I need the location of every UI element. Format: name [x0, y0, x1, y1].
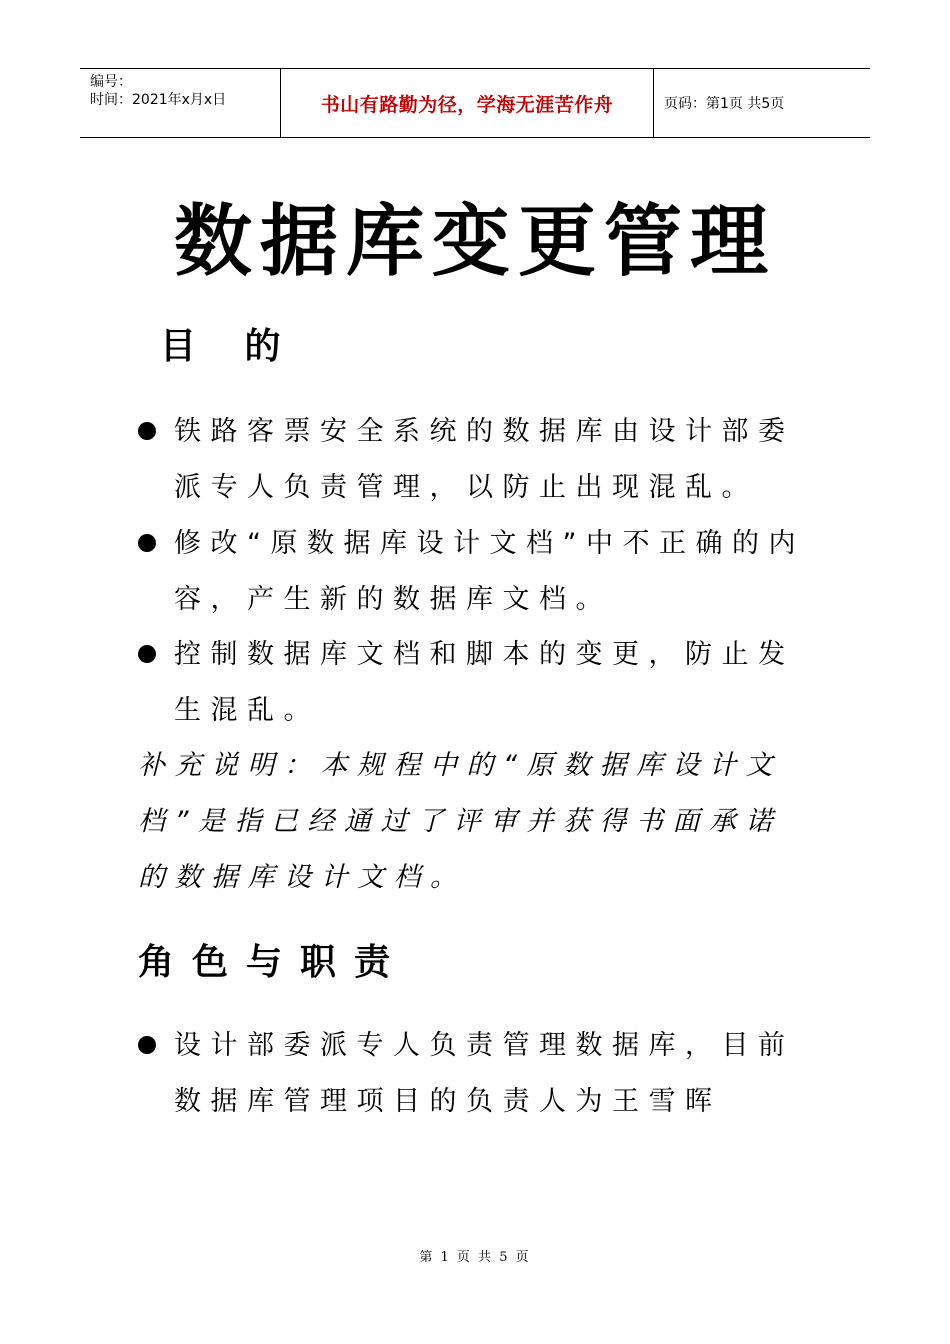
section-heading-roles: 角色与职责 — [138, 942, 409, 983]
header-page-info: 页码：第1页 共5页 — [664, 96, 785, 112]
header-meta-cell — [80, 69, 281, 137]
list-item-text: 修改“原数据库设计文档”中不正确的内容，产生新的数据库文档。 — [174, 528, 805, 615]
list-item — [138, 1018, 818, 1130]
section-heading-purpose: 目 的 — [160, 326, 299, 367]
list-item — [138, 516, 818, 628]
bullet-icon — [138, 1036, 156, 1054]
document-header — [80, 68, 870, 138]
header-motto: 书山有路勤为径，学海无涯苦作舟 — [281, 69, 654, 137]
list-item-text: 铁路客票安全系统的数据库由设计部委派专人负责管理，以防止出现混乱。 — [174, 416, 795, 503]
bullet-icon — [138, 422, 156, 440]
list-item — [138, 627, 818, 739]
supplementary-note: 补充说明：本规程中的“原数据库设计文档”是指已经通过了评审并获得书面承诺的数据库设计文档。 — [138, 750, 782, 893]
page-footer: 第 1 页 共 5 页 — [419, 1250, 531, 1265]
list-item — [138, 404, 818, 516]
document-date-label: 时间：2021年x月x日 — [90, 92, 227, 108]
bullet-icon — [138, 534, 156, 552]
bullet-icon — [138, 645, 156, 663]
list-item-text: 控制数据库文档和脚本的变更，防止发生混乱。 — [174, 639, 795, 726]
document-title: 数据库变更管理 — [173, 197, 776, 287]
list-item-text: 设计部委派专人负责管理数据库，目前数据库管理项目的负责人为王雪晖 — [174, 1030, 795, 1117]
document-number-label: 编号： — [90, 74, 132, 90]
